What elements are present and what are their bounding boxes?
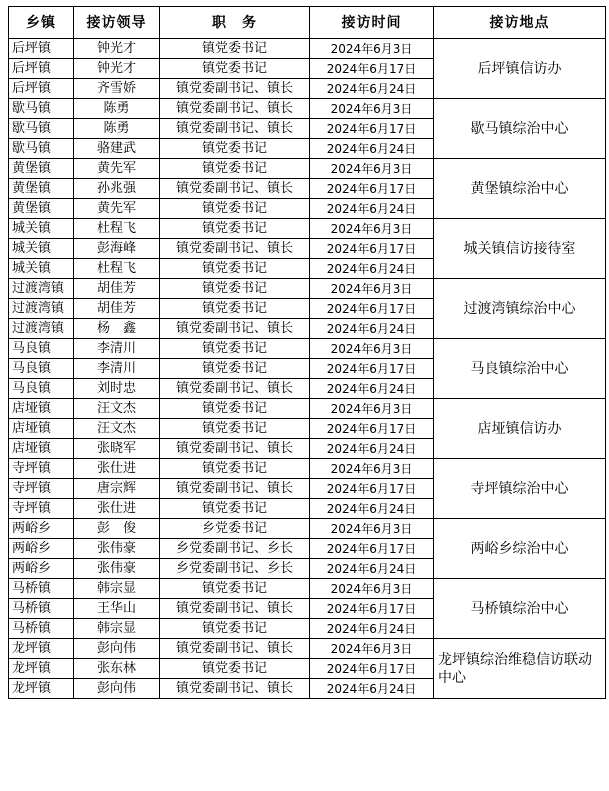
date-cell: 2024年6月17日	[310, 539, 434, 559]
date-cell: 2024年6月24日	[310, 379, 434, 399]
date-cell: 2024年6月17日	[310, 299, 434, 319]
leader-cell: 骆建武	[74, 139, 160, 159]
position-cell: 镇党委副书记、镇长	[160, 99, 310, 119]
position-cell: 镇党委书记	[160, 139, 310, 159]
date-cell: 2024年6月24日	[310, 199, 434, 219]
position-cell: 镇党委书记	[160, 579, 310, 599]
leader-cell: 陈勇	[74, 119, 160, 139]
town-cell: 城关镇	[9, 239, 74, 259]
leader-cell: 杜程飞	[74, 219, 160, 239]
town-cell: 龙坪镇	[9, 659, 74, 679]
date-cell: 2024年6月24日	[310, 499, 434, 519]
leader-cell: 汪文杰	[74, 419, 160, 439]
leader-cell: 孙兆强	[74, 179, 160, 199]
position-cell: 镇党委副书记、镇长	[160, 79, 310, 99]
leader-cell: 胡佳芳	[74, 299, 160, 319]
position-cell: 镇党委副书记、镇长	[160, 239, 310, 259]
date-cell: 2024年6月24日	[310, 319, 434, 339]
town-cell: 龙坪镇	[9, 639, 74, 659]
town-cell: 龙坪镇	[9, 679, 74, 699]
position-cell: 镇党委书记	[160, 59, 310, 79]
position-cell: 镇党委书记	[160, 419, 310, 439]
position-cell: 镇党委书记	[160, 199, 310, 219]
position-cell: 镇党委书记	[160, 499, 310, 519]
town-cell: 城关镇	[9, 259, 74, 279]
header-row	[9, 7, 606, 39]
leader-cell: 杨 鑫	[74, 319, 160, 339]
town-cell: 店垭镇	[9, 439, 74, 459]
town-cell: 寺坪镇	[9, 499, 74, 519]
header-position: 职 务	[160, 7, 310, 39]
leader-cell: 张仕进	[74, 499, 160, 519]
town-cell: 黄堡镇	[9, 159, 74, 179]
date-cell: 2024年6月17日	[310, 119, 434, 139]
date-cell: 2024年6月24日	[310, 79, 434, 99]
position-cell: 乡党委书记	[160, 519, 310, 539]
header-leader: 接访领导	[74, 7, 160, 39]
town-cell: 城关镇	[9, 219, 74, 239]
position-cell: 镇党委书记	[160, 159, 310, 179]
town-cell: 黄堡镇	[9, 179, 74, 199]
leader-cell: 张伟豪	[74, 559, 160, 579]
date-cell: 2024年6月24日	[310, 439, 434, 459]
leader-cell: 彭海峰	[74, 239, 160, 259]
date-cell: 2024年6月17日	[310, 599, 434, 619]
position-cell: 镇党委书记	[160, 459, 310, 479]
date-cell: 2024年6月24日	[310, 679, 434, 699]
date-cell: 2024年6月3日	[310, 159, 434, 179]
table-row	[9, 279, 606, 299]
position-cell: 镇党委副书记、镇长	[160, 639, 310, 659]
location-cell: 城关镇信访接待室	[434, 219, 606, 279]
leader-cell: 张仕进	[74, 459, 160, 479]
position-cell: 镇党委书记	[160, 339, 310, 359]
location-cell: 寺坪镇综治中心	[434, 459, 606, 519]
town-cell: 两峪乡	[9, 539, 74, 559]
date-cell: 2024年6月3日	[310, 639, 434, 659]
location-cell: 过渡湾镇综治中心	[434, 279, 606, 339]
date-cell: 2024年6月3日	[310, 519, 434, 539]
town-cell: 两峪乡	[9, 559, 74, 579]
town-cell: 黄堡镇	[9, 199, 74, 219]
location-cell: 两峪乡综治中心	[434, 519, 606, 579]
town-cell: 过渡湾镇	[9, 299, 74, 319]
date-cell: 2024年6月24日	[310, 139, 434, 159]
leader-cell: 刘时忠	[74, 379, 160, 399]
date-cell: 2024年6月24日	[310, 259, 434, 279]
position-cell: 镇党委书记	[160, 359, 310, 379]
town-cell: 歇马镇	[9, 139, 74, 159]
date-cell: 2024年6月3日	[310, 99, 434, 119]
header-town: 乡镇	[9, 7, 74, 39]
leader-cell: 汪文杰	[74, 399, 160, 419]
position-cell: 镇党委书记	[160, 279, 310, 299]
table-body	[9, 39, 606, 699]
town-cell: 马桥镇	[9, 619, 74, 639]
leader-cell: 齐雪娇	[74, 79, 160, 99]
location-cell: 歇马镇综治中心	[434, 99, 606, 159]
town-cell: 两峪乡	[9, 519, 74, 539]
position-cell: 镇党委书记	[160, 219, 310, 239]
position-cell: 镇党委书记	[160, 299, 310, 319]
town-cell: 后坪镇	[9, 39, 74, 59]
position-cell: 镇党委副书记、镇长	[160, 439, 310, 459]
town-cell: 后坪镇	[9, 59, 74, 79]
location-cell: 马良镇综治中心	[434, 339, 606, 399]
date-cell: 2024年6月17日	[310, 59, 434, 79]
table-row	[9, 159, 606, 179]
town-cell: 后坪镇	[9, 79, 74, 99]
position-cell: 镇党委副书记、镇长	[160, 599, 310, 619]
leader-cell: 黄先军	[74, 159, 160, 179]
table-row	[9, 459, 606, 479]
date-cell: 2024年6月3日	[310, 459, 434, 479]
position-cell: 镇党委副书记、镇长	[160, 379, 310, 399]
location-cell: 黄堡镇综治中心	[434, 159, 606, 219]
leader-cell: 黄先军	[74, 199, 160, 219]
position-cell: 乡党委副书记、乡长	[160, 559, 310, 579]
town-cell: 马良镇	[9, 359, 74, 379]
leader-cell: 王华山	[74, 599, 160, 619]
town-cell: 歇马镇	[9, 99, 74, 119]
table-row	[9, 219, 606, 239]
table-row	[9, 579, 606, 599]
town-cell: 马良镇	[9, 379, 74, 399]
table-row	[9, 639, 606, 659]
leader-cell: 李清川	[74, 339, 160, 359]
leader-cell: 彭向伟	[74, 679, 160, 699]
date-cell: 2024年6月24日	[310, 619, 434, 639]
leader-cell: 张伟豪	[74, 539, 160, 559]
leader-cell: 韩宗显	[74, 619, 160, 639]
leader-cell: 彭 俊	[74, 519, 160, 539]
leader-cell: 彭向伟	[74, 639, 160, 659]
position-cell: 镇党委书记	[160, 399, 310, 419]
town-cell: 马桥镇	[9, 579, 74, 599]
table-row	[9, 39, 606, 59]
date-cell: 2024年6月17日	[310, 179, 434, 199]
date-cell: 2024年6月17日	[310, 359, 434, 379]
location-cell: 龙坪镇综治维稳信访联动中心	[434, 639, 606, 699]
date-cell: 2024年6月17日	[310, 239, 434, 259]
town-cell: 寺坪镇	[9, 479, 74, 499]
header-location: 接访地点	[434, 7, 606, 39]
position-cell: 镇党委书记	[160, 659, 310, 679]
town-cell: 马桥镇	[9, 599, 74, 619]
position-cell: 镇党委书记	[160, 39, 310, 59]
leader-cell: 钟光才	[74, 39, 160, 59]
position-cell: 镇党委书记	[160, 619, 310, 639]
position-cell: 镇党委副书记、镇长	[160, 119, 310, 139]
town-cell: 过渡湾镇	[9, 319, 74, 339]
position-cell: 镇党委书记	[160, 259, 310, 279]
date-cell: 2024年6月17日	[310, 659, 434, 679]
date-cell: 2024年6月3日	[310, 219, 434, 239]
date-cell: 2024年6月3日	[310, 279, 434, 299]
table-row	[9, 339, 606, 359]
leader-cell: 唐宗辉	[74, 479, 160, 499]
town-cell: 店垭镇	[9, 419, 74, 439]
header-date: 接访时间	[310, 7, 434, 39]
date-cell: 2024年6月17日	[310, 419, 434, 439]
leader-cell: 胡佳芳	[74, 279, 160, 299]
leader-cell: 张东林	[74, 659, 160, 679]
reception-schedule-table	[8, 6, 606, 699]
leader-cell: 钟光才	[74, 59, 160, 79]
leader-cell: 杜程飞	[74, 259, 160, 279]
table-header	[9, 7, 606, 39]
date-cell: 2024年6月3日	[310, 39, 434, 59]
table-row	[9, 399, 606, 419]
town-cell: 歇马镇	[9, 119, 74, 139]
date-cell: 2024年6月17日	[310, 479, 434, 499]
date-cell: 2024年6月3日	[310, 579, 434, 599]
position-cell: 镇党委副书记、镇长	[160, 479, 310, 499]
town-cell: 马良镇	[9, 339, 74, 359]
date-cell: 2024年6月24日	[310, 559, 434, 579]
leader-cell: 陈勇	[74, 99, 160, 119]
date-cell: 2024年6月3日	[310, 399, 434, 419]
leader-cell: 韩宗显	[74, 579, 160, 599]
town-cell: 过渡湾镇	[9, 279, 74, 299]
position-cell: 乡党委副书记、乡长	[160, 539, 310, 559]
position-cell: 镇党委副书记、镇长	[160, 679, 310, 699]
location-cell: 店垭镇信访办	[434, 399, 606, 459]
town-cell: 寺坪镇	[9, 459, 74, 479]
leader-cell: 张晓军	[74, 439, 160, 459]
date-cell: 2024年6月3日	[310, 339, 434, 359]
position-cell: 镇党委副书记、镇长	[160, 319, 310, 339]
table-row	[9, 99, 606, 119]
town-cell: 店垭镇	[9, 399, 74, 419]
leader-cell: 李清川	[74, 359, 160, 379]
location-cell: 马桥镇综治中心	[434, 579, 606, 639]
position-cell: 镇党委副书记、镇长	[160, 179, 310, 199]
location-cell: 后坪镇信访办	[434, 39, 606, 99]
table-row	[9, 519, 606, 539]
